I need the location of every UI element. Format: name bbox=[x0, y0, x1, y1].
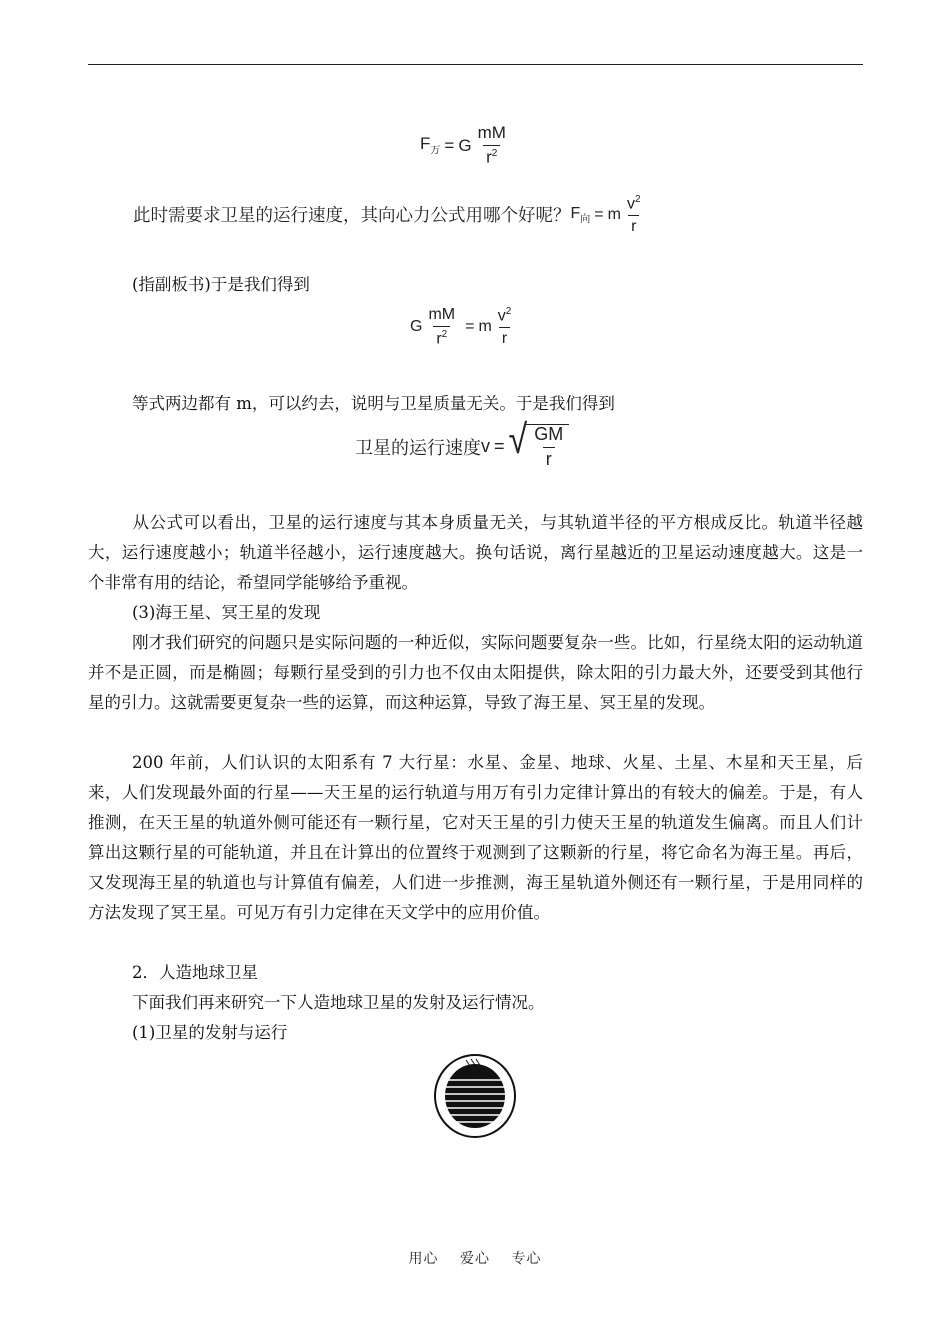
velocity-formula: 卫星的运行速度 v = √ $\frac{GM}{r}$ bbox=[355, 424, 569, 470]
formula-fraction: $\frac{mM}{r^2}$ bbox=[477, 123, 506, 167]
earth-disc bbox=[445, 1064, 505, 1128]
conclusion-paragraph: 从公式可以看出，卫星的运行速度与其本身质量无关，与其轨道半径的平方根成反比。轨道半径越大，运行速度越小；轨道半径越小，运行速度越大。换句话说，离行星越近的卫星运动速度越大。这是一个非常有用的结论，希望同学能够给予重视。 bbox=[88, 513, 863, 592]
approximation-paragraph: 刚才我们研究的问题只是实际问题的一种近似，实际问题要复杂一些。比如，行星绕太阳的运动轨道并不是正圆，而是椭圆；每颗行星受到的引力也不仅由太阳提供，除太阳的引力最大外，还要受到其他行星的引力。这就需要更复杂一些的运算，而这种运算，导致了海王星、冥王星的发现。 bbox=[88, 633, 863, 712]
history-paragraph: 200 年前，人们认识的太阳系有 7 大行星：水星、金星、地球、火星、土星、木星和天王星，后来，人们发现最外面的行星——天王星的运行轨道与用万有引力定律计算出的有较大的偏差。于是，有人推测，在天王星的轨道外侧可能还有一颗行星，它对天王星的引力使天王星的轨道发生偏离。而且人们计算出这颗行星的可能轨道，并且在计算出的位置终于观测到了这颗新的行星，将它命名为海王星。再后，又发现海王星的轨道也与计算值有偏差，人们进一步推测，海王星轨道外侧还有一颗行星，于是用同样的方法发现了冥王星。可见万有引力定律在天文学中的应用价值。 bbox=[88, 753, 863, 922]
page-footer: 用心 爱心 专心 bbox=[408, 1251, 542, 1267]
orbit-figure bbox=[430, 1050, 520, 1140]
question-text: 此时需要求卫星的运行速度，其向心力公式用哪个好呢？ bbox=[133, 206, 571, 227]
heading-launch: (1)卫星的发射与运行 bbox=[132, 1023, 288, 1042]
equality-formula: G $\frac{mM}{r^2}$ = m $\frac{v^2}{r}$ bbox=[410, 306, 512, 347]
question-line bbox=[133, 194, 647, 236]
intro-line: 下面我们再来研究一下人造地球卫星的发射及运行情况。 bbox=[132, 993, 545, 1012]
heading-satellite: 2．人造地球卫星 bbox=[132, 963, 258, 982]
formula-lhs: $F_万$ bbox=[420, 134, 441, 157]
gravitation-formula: $F_万$ = G $\frac{mM}{r^2}$ bbox=[420, 124, 512, 167]
centripetal-formula: $F_向$ = m $\frac{v^2}{r}$ bbox=[570, 194, 641, 235]
cancel-note: 等式两边都有 m，可以约去，说明与卫星质量无关。于是我们得到 bbox=[132, 394, 615, 413]
earth-stripes bbox=[445, 1080, 505, 1122]
header-rule bbox=[88, 64, 863, 65]
heading-discovery: (3)海王星、冥王星的发现 bbox=[132, 603, 321, 622]
board-note: (指副板书)于是我们得到 bbox=[132, 275, 310, 294]
